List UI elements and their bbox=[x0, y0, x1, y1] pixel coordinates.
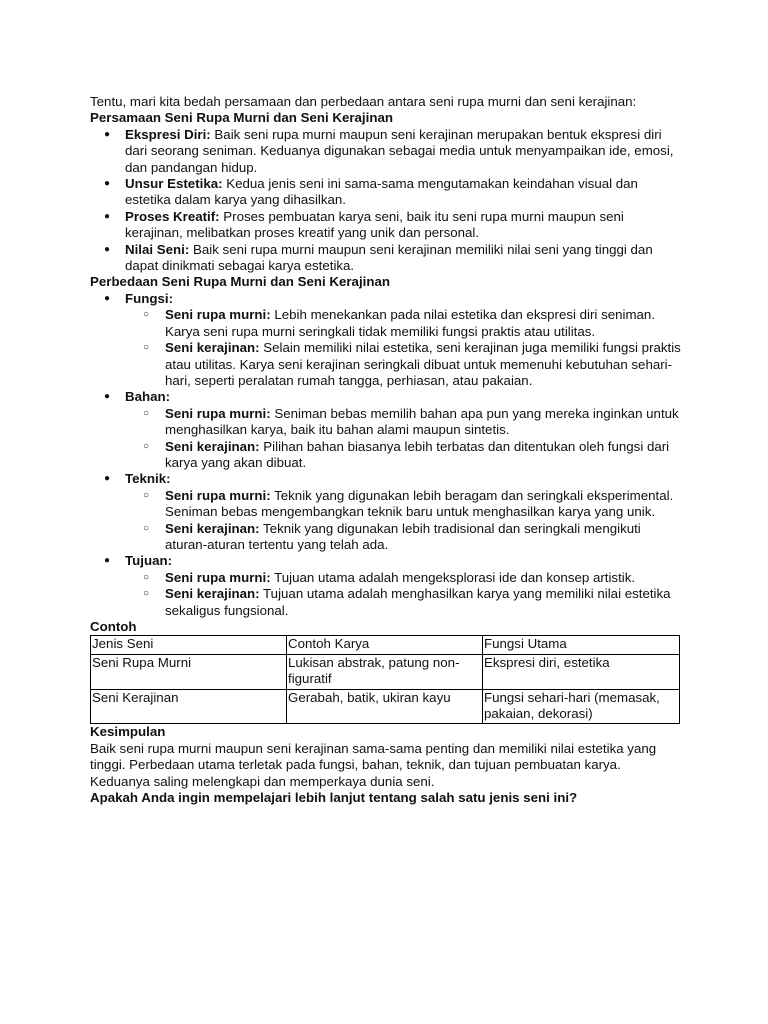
table-header-row bbox=[91, 636, 680, 654]
sub-list-item bbox=[125, 307, 682, 340]
item-term: Seni rupa murni: bbox=[165, 487, 271, 503]
table-row bbox=[91, 689, 680, 724]
sub-list-item bbox=[125, 586, 682, 619]
sub-list bbox=[125, 406, 682, 472]
item-text: Tujuan utama adalah mengeksplorasi ide dan konsep artistik. bbox=[270, 569, 636, 585]
group-title: Bahan: bbox=[125, 389, 171, 405]
table-header-cell: Jenis Seni bbox=[91, 636, 287, 654]
item-text: Pilihan bahan biasanya lebih terbatas dan ditentukan oleh fungsi dari karya yang akan dibuat. bbox=[165, 438, 670, 470]
item-term: Seni rupa murni: bbox=[165, 569, 271, 585]
example-table bbox=[90, 635, 680, 724]
sub-list-item bbox=[125, 439, 682, 472]
document-body bbox=[90, 94, 682, 806]
item-term: Proses Kreatif: bbox=[125, 208, 220, 224]
closing-question: Apakah Anda ingin mempelajari lebih lanjut tentang salah satu jenis seni ini? bbox=[90, 790, 578, 806]
sub-list bbox=[125, 488, 682, 554]
sub-list-item bbox=[125, 521, 682, 554]
sub-list-item bbox=[125, 488, 682, 521]
item-term: Unsur Estetika: bbox=[125, 176, 223, 192]
item-term: Seni kerajinan: bbox=[165, 520, 260, 536]
sub-list-item bbox=[125, 340, 682, 389]
differences-list bbox=[90, 291, 682, 619]
item-term: Seni rupa murni: bbox=[165, 307, 271, 323]
intro-paragraph: Tentu, mari kita bedah persamaan dan perbedaan antara seni rupa murni dan seni kerajinan: bbox=[90, 94, 637, 109]
table-header-cell: Contoh Karya bbox=[287, 636, 483, 654]
difference-group bbox=[90, 471, 682, 553]
example-heading: Contoh bbox=[90, 619, 137, 634]
list-item bbox=[90, 242, 682, 275]
item-text: Tujuan utama adalah menghasilkan karya yang memiliki nilai estetika sekaligus fungsional. bbox=[165, 586, 671, 618]
item-term: Ekspresi Diri: bbox=[125, 126, 211, 142]
group-title: Teknik: bbox=[125, 471, 171, 487]
table-cell: Gerabah, batik, ukiran kayu bbox=[287, 689, 483, 724]
difference-group bbox=[90, 389, 682, 471]
sub-list bbox=[125, 570, 682, 619]
item-text: Teknik yang digunakan lebih tradisional dan seringkali mengikuti aturan-aturan tertentu yang telah ada. bbox=[165, 520, 641, 552]
item-text: Baik seni rupa murni maupun seni kerajinan memiliki nilai seni yang tinggi dan dapat dinikmati sebagai karya estetika. bbox=[125, 241, 653, 274]
sub-list bbox=[125, 307, 682, 389]
item-text: Seniman bebas memilih bahan apa pun yang mereka inginkan untuk menghasilkan karya, baik itu bahan alami maupun sintetis. bbox=[165, 405, 679, 438]
item-term: Nilai Seni: bbox=[125, 241, 190, 257]
table-cell: Seni Kerajinan bbox=[91, 689, 287, 724]
similarities-heading: Persamaan Seni Rupa Murni dan Seni Kerajinan bbox=[90, 110, 393, 126]
item-text: Selain memiliki nilai estetika, seni kerajinan juga memiliki fungsi praktis atau utilitas. Karya seni kerajinan seringkali dibuat untuk memenuhi kebutuhan sehari-hari, seperti peralatan rumah tangga, perhiasan, atau pakaian. bbox=[165, 340, 681, 388]
list-item bbox=[90, 209, 682, 242]
table-cell: Lukisan abstrak, patung non-figuratif bbox=[287, 654, 483, 689]
item-term: Seni kerajinan: bbox=[165, 586, 260, 602]
item-term: Seni kerajinan: bbox=[165, 340, 260, 356]
item-text: Lebih menekankan pada nilai estetika dan ekspresi diri seniman. Karya seni rupa murni seringkali tidak memiliki fungsi praktis atau utilitas. bbox=[165, 307, 656, 339]
conclusion-paragraph: Baik seni rupa murni maupun seni kerajinan sama-sama penting dan memiliki nilai estetika yang tinggi. Perbedaan utama terletak pada fungsi, bahan, teknik, dan tujuan pembuatan karya. Keduanya saling melengkapi dan memperkaya dunia seni. bbox=[90, 740, 657, 789]
list-item bbox=[90, 176, 682, 209]
item-text: Proses pembuatan karya seni, baik itu seni rupa murni maupun seni kerajinan, melibatkan proses kreatif yang unik dan personal. bbox=[125, 208, 624, 241]
table-row bbox=[91, 654, 680, 689]
item-text: Baik seni rupa murni maupun seni kerajinan merupakan bentuk ekspresi diri dari seorang seniman. Keduanya digunakan sebagai media untuk menyampaikan ide, emosi, dan pandangan hidup. bbox=[125, 126, 674, 175]
table-cell: Seni Rupa Murni bbox=[91, 654, 287, 689]
item-term: Seni kerajinan: bbox=[165, 438, 260, 454]
similarities-list bbox=[90, 127, 682, 275]
table-cell: Fungsi sehari-hari (memasak, pakaian, dekorasi) bbox=[483, 689, 680, 724]
differences-heading: Perbedaan Seni Rupa Murni dan Seni Kerajinan bbox=[90, 274, 390, 290]
list-item bbox=[90, 127, 682, 176]
sub-list-item bbox=[125, 406, 682, 439]
group-title: Tujuan: bbox=[125, 553, 173, 569]
item-term: Seni rupa murni: bbox=[165, 405, 271, 421]
item-text: Kedua jenis seni ini sama-sama mengutamakan keindahan visual dan estetika dalam karya yang dihasilkan. bbox=[125, 176, 638, 208]
table-cell: Ekspresi diri, estetika bbox=[483, 654, 680, 689]
table-header-cell: Fungsi Utama bbox=[483, 636, 680, 654]
difference-group bbox=[90, 291, 682, 389]
group-title: Fungsi: bbox=[125, 290, 174, 306]
conclusion-heading: Kesimpulan bbox=[90, 724, 166, 740]
sub-list-item bbox=[125, 570, 682, 586]
difference-group bbox=[90, 553, 682, 619]
item-text: Teknik yang digunakan lebih beragam dan seringkali eksperimental. Seniman bebas mengembangkan teknik baru untuk menghasilkan karya yang unik. bbox=[165, 487, 674, 520]
